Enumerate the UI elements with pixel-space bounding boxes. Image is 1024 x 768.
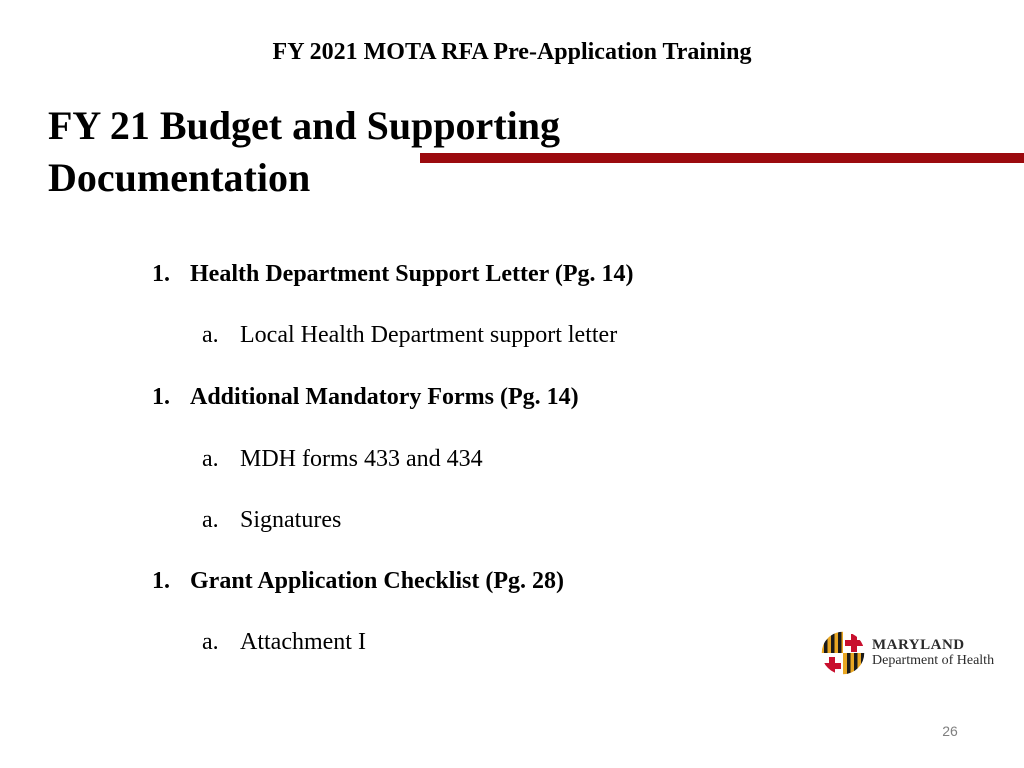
list-subitem-local-support-letter — [202, 320, 617, 350]
slide-title-line-2: Documentation — [48, 155, 311, 200]
list-item-text: Health Department Support Letter (Pg. 14) — [190, 261, 634, 287]
list-item-marker: a. — [202, 322, 219, 348]
list-item-health-department-support-letter — [152, 259, 633, 289]
list-item-marker: 1. — [152, 568, 170, 594]
slide-title — [48, 100, 560, 204]
list-item-marker: 1. — [152, 261, 170, 287]
list-item-text: Local Health Department support letter — [240, 322, 618, 348]
page-number: 26 — [942, 723, 958, 739]
title-accent-rule — [420, 153, 1024, 163]
list-item-marker: 1. — [152, 384, 170, 410]
list-item-additional-mandatory-forms — [152, 382, 579, 412]
list-item-text: Signatures — [240, 507, 342, 533]
slide-title-line-1: FY 21 Budget and Supporting — [48, 103, 560, 148]
seal-stripe — [831, 628, 835, 653]
list-subitem-signatures — [202, 505, 341, 535]
list-subitem-mdh-forms — [202, 444, 483, 474]
list-item-text: MDH forms 433 and 434 — [240, 446, 483, 472]
list-item-marker: a. — [202, 629, 219, 655]
list-item-text: Attachment I — [240, 629, 366, 655]
list-item-marker: a. — [202, 446, 219, 472]
seal-stripe — [854, 653, 858, 678]
list-item-marker: a. — [202, 507, 219, 533]
list-item-grant-application-checklist — [152, 566, 564, 596]
logo-text-maryland: MARYLAND — [872, 637, 965, 653]
maryland-department-of-health-logo — [820, 628, 1010, 678]
list-item-text: Additional Mandatory Forms (Pg. 14) — [190, 384, 579, 410]
maryland-flag-seal-icon — [820, 628, 866, 678]
header-title: FY 2021 MOTA RFA Pre-Application Training — [272, 39, 752, 65]
list-item-text: Grant Application Checklist (Pg. 28) — [190, 568, 565, 594]
logo-text-department: Department of Health — [872, 653, 995, 668]
list-subitem-attachment-i — [202, 627, 366, 657]
logo-text — [872, 638, 994, 668]
